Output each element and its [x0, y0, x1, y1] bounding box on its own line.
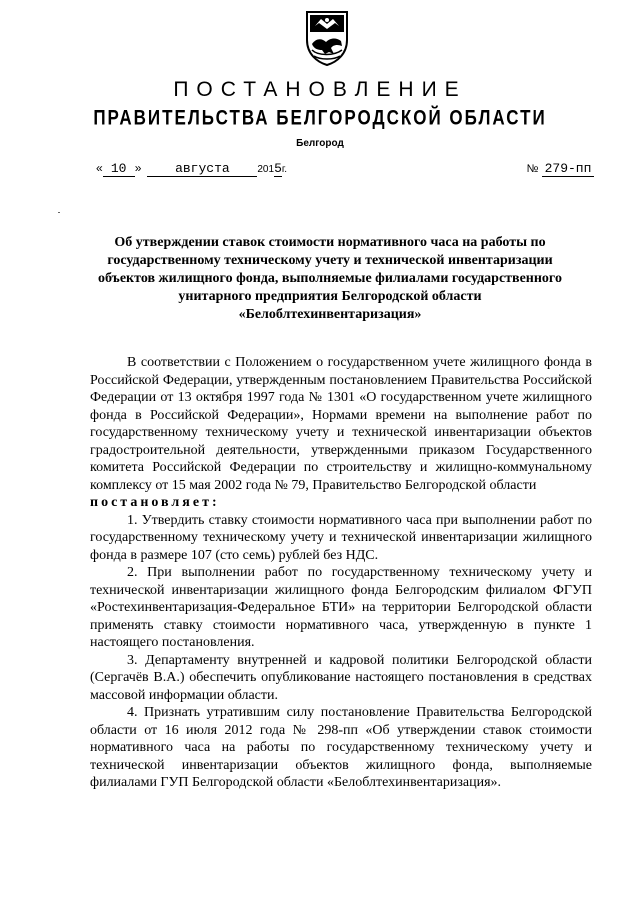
number-value: 279-пп: [542, 161, 594, 177]
date-day: 10: [103, 161, 135, 177]
heading-line: объектов жилищного фонда, выполняемые филиалами государственного: [98, 271, 562, 286]
date-year-digit: 5: [274, 161, 282, 176]
date-year-prefix: 201: [257, 164, 275, 175]
heading-line: «Белоблтехинвентаризация»: [238, 307, 422, 322]
scan-mark: [58, 212, 60, 213]
clause-1: 1. Утвердить ставку стоимости нормативного часа при выполнении работ по государственному техническому учету и технической инвентаризации жилищного фонда в размере 107 (сто семь) рублей без НДС.: [90, 512, 592, 563]
heading-line: Об утверждении ставок стоимости нормативного часа на работы по: [114, 235, 546, 250]
date-year-suffix: г.: [281, 164, 288, 175]
heading-line: унитарного предприятия Белгородской области: [178, 289, 482, 304]
preamble-paragraph: В соответствии с Положением о государственном учете жилищного фонда в Российской Федерации, утвержденным постановлением Правительства Российской Федерации от 13 октября 1997 года № 1301 «О государственном учете жилищного фонда в Российской Федерации», Нормами времени на выполнение работ по государственному техническому учету и технической инвентаризации объектов градостроительной деятельности, утвержденными приказом Государственного комитета Российской Федерации по строительству и жилищно-коммунальному комплексу от 15 мая 2002 года № 79, Правительство Белгородской области: [90, 355, 592, 493]
date-open-quote: «: [96, 161, 103, 175]
city-label: Белгород: [296, 138, 344, 149]
date-close-quote: »: [134, 161, 142, 175]
coat-of-arms-icon: [304, 10, 350, 66]
date-month: августа: [147, 161, 257, 177]
document-body: [90, 354, 592, 792]
document-number: [527, 160, 594, 177]
clause-4: 4. Признать утратившим силу постановление Правительства Белгородской области от 16 июля 2012 года № 298-пп «Об утверждении ставок стоимости нормативного часа на работы по государственному техническому учету и технической инвентаризации объектов жилищного фонда, выполняемые филиалами ГУП Белгородской области «Белоблтехинвентаризация».: [90, 705, 592, 790]
number-sign: №: [526, 163, 539, 175]
heading-line: государственному техническому учету и технической инвентаризации: [107, 253, 553, 268]
document-heading: [90, 234, 570, 324]
document-type-title: ПОСТАНОВЛЕНИЕ: [173, 78, 467, 101]
clause-3: 3. Департаменту внутренней и кадровой политики Белгородской области (Сергачёв В.А.) обеспечить опубликование настоящего постановления в средствах массовой информации области.: [90, 652, 592, 703]
clause-2: 2. При выполнении работ по государственному техническому учету и технической инвентаризации жилищного фонда Белгородским филиалом ФГУП «Ростехинвентаризация-Федеральное БТИ» на территории Белгородской области применять ставку стоимости нормативного часа, утвержденную в пункте 1 настоящего постановления.: [90, 565, 592, 650]
resolves-word: постановляет:: [90, 495, 220, 510]
date-number-row: [96, 160, 616, 180]
issuer-title: ПРАВИТЕЛЬСТВА БЕЛГОРОДСКОЙ ОБЛАСТИ: [93, 105, 547, 130]
